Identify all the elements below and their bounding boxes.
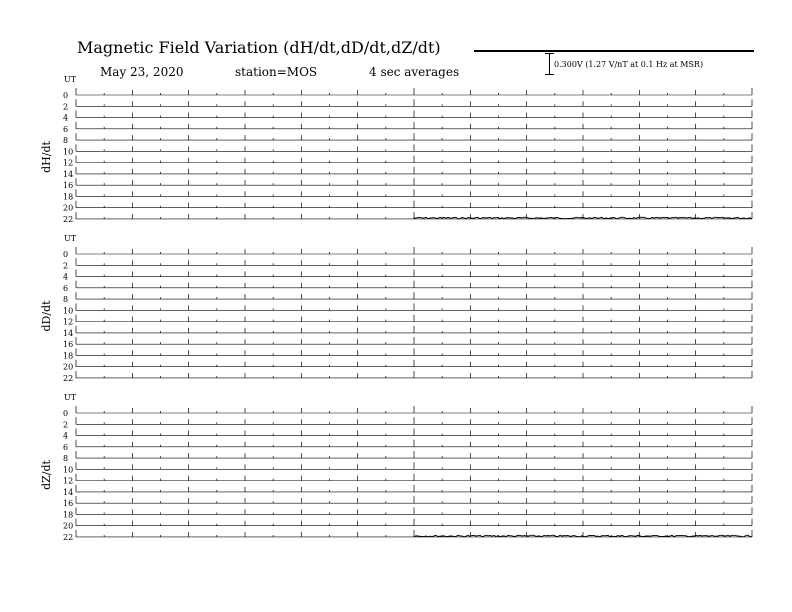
row-label: 14 (63, 169, 74, 179)
row-label: 0 (63, 409, 69, 418)
row-label: 2 (63, 261, 69, 271)
row-label: 8 (63, 454, 69, 464)
row-label: 20 (63, 203, 74, 213)
row-label: 22 (63, 532, 74, 542)
panel-ylabel: dD/dt (40, 300, 53, 332)
row-label: 10 (63, 306, 74, 316)
row-label: 12 (63, 317, 74, 327)
row-label: 12 (63, 158, 74, 168)
row-label: 14 (63, 487, 74, 497)
scale-label: 0.300V (1.27 V/nT at 0.1 Hz at MSR) (554, 60, 704, 69)
row-label: 18 (63, 510, 74, 520)
date-label: May 23, 2020 (100, 65, 184, 79)
station-label: station=MOS (235, 65, 318, 79)
row-label: 8 (63, 136, 69, 146)
row-label: 14 (63, 328, 74, 338)
row-label: 22 (63, 373, 74, 383)
row-label: 4 (63, 113, 69, 123)
panel-ylabel: dH/dt (40, 141, 53, 173)
row-label: 18 (63, 351, 74, 361)
row-label: 12 (63, 476, 74, 486)
row-label: 16 (63, 499, 74, 509)
ut-axis-label: UT (64, 234, 77, 243)
averaging-label: 4 sec averages (369, 65, 460, 79)
ut-axis-label: UT (64, 75, 77, 84)
row-label: 20 (63, 521, 74, 531)
row-label: 0 (63, 250, 69, 259)
row-label: 18 (63, 192, 74, 202)
row-label: 10 (63, 147, 74, 157)
panel-ylabel: dZ/dt (40, 460, 53, 490)
row-label: 8 (63, 295, 69, 305)
row-label: 20 (63, 362, 74, 372)
row-label: 0 (63, 91, 69, 100)
page-title: Magnetic Field Variation (dH/dt,dD/dt,dZ/dt) (77, 38, 441, 57)
row-label: 6 (63, 124, 69, 134)
row-label: 2 (63, 102, 69, 112)
row-label: 4 (63, 272, 69, 282)
row-label: 2 (63, 420, 69, 430)
row-label: 16 (63, 181, 74, 191)
row-label: 6 (63, 283, 69, 293)
row-label: 10 (63, 465, 74, 475)
row-label: 16 (63, 340, 74, 350)
row-label: 6 (63, 442, 69, 452)
row-label: 22 (63, 214, 74, 224)
ut-axis-label: UT (64, 393, 77, 402)
row-label: 4 (63, 431, 69, 441)
